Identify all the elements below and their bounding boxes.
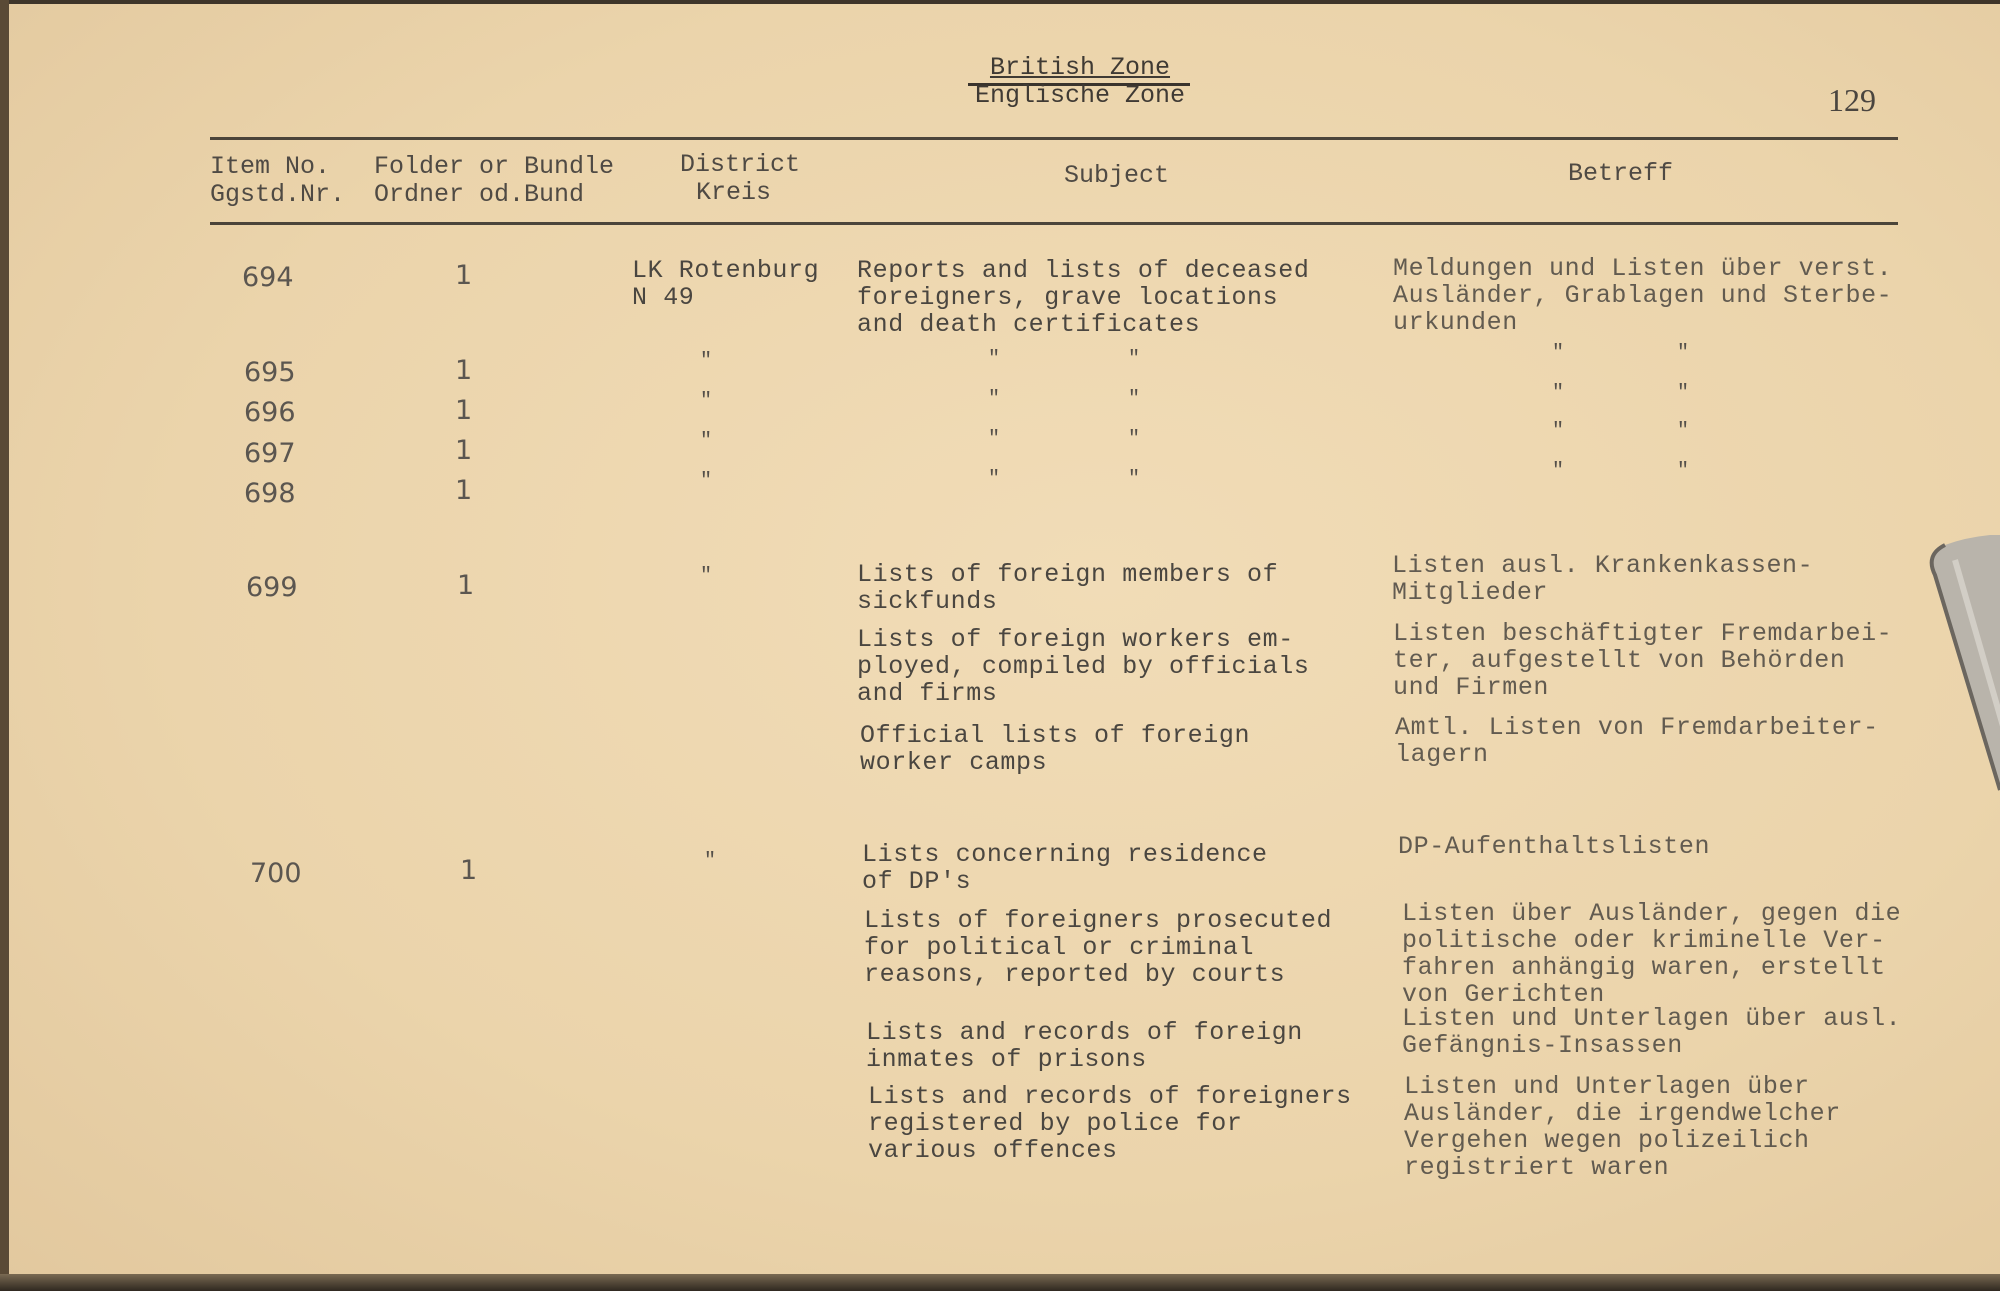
subject: Lists of foreigners prosecuted for political or criminal reasons, reported by courts bbox=[864, 906, 1333, 989]
betreff: DP-Aufenthaltslisten bbox=[1398, 832, 1711, 861]
item-number: 699 bbox=[246, 572, 298, 603]
col-item-en: Item No. bbox=[210, 152, 331, 181]
item-number: 694 bbox=[242, 262, 294, 293]
ditto-mark: " bbox=[988, 388, 1001, 411]
col-district-en: District bbox=[680, 150, 801, 179]
betreff: Meldungen und Listen über verst. Ausländer, Grablagen und Sterbe- urkunden bbox=[1393, 254, 1893, 337]
ditto-mark: " bbox=[700, 565, 713, 588]
ditto-mark: " bbox=[988, 348, 1001, 371]
item-number: 697 bbox=[244, 438, 296, 469]
subject: Lists concerning residence of DP's bbox=[862, 840, 1268, 896]
ditto-mark: " bbox=[1552, 420, 1565, 443]
col-folder-de: Ordner od.Bund bbox=[374, 180, 585, 209]
ditto-mark: " bbox=[1552, 382, 1565, 405]
header-top-rule bbox=[210, 137, 1898, 140]
page-bottom-edge bbox=[0, 1274, 2000, 1291]
item-number: 696 bbox=[244, 397, 296, 428]
folder-count: 1 bbox=[455, 435, 473, 466]
col-folder-en: Folder or Bundle bbox=[374, 152, 615, 181]
item-number: 695 bbox=[244, 357, 296, 388]
district: LK Rotenburg N 49 bbox=[632, 256, 820, 312]
ditto-mark: " bbox=[988, 428, 1001, 451]
item-number: 698 bbox=[244, 478, 296, 509]
betreff: Listen über Ausländer, gegen die politische oder kriminelle Ver- fahren anhängig waren, erstellt von Gerichten bbox=[1402, 899, 1902, 1009]
folder-count: 1 bbox=[455, 395, 473, 426]
ditto-mark: " bbox=[700, 390, 713, 413]
ditto-mark: " bbox=[1552, 460, 1565, 483]
title-german: Englische Zone bbox=[974, 81, 1186, 110]
folder-count: 1 bbox=[460, 855, 478, 886]
ditto-mark: " bbox=[700, 430, 713, 453]
ditto-mark: " bbox=[700, 470, 713, 493]
ditto-mark: " bbox=[1677, 420, 1690, 443]
ditto-mark: " bbox=[1128, 468, 1141, 491]
item-number: 700 bbox=[250, 858, 302, 889]
ditto-mark: " bbox=[988, 468, 1001, 491]
col-betreff: Betreff bbox=[1568, 159, 1674, 188]
folder-count: 1 bbox=[455, 475, 473, 506]
ditto-mark: " bbox=[704, 850, 717, 873]
ditto-mark: " bbox=[1128, 388, 1141, 411]
ditto-mark: " bbox=[1552, 342, 1565, 365]
ditto-mark: " bbox=[700, 350, 713, 373]
ditto-mark: " bbox=[1677, 460, 1690, 483]
ditto-mark: " bbox=[1677, 342, 1690, 365]
subject: Reports and lists of deceased foreigners, grave locations and death certificates bbox=[857, 256, 1310, 339]
betreff: Listen beschäftigter Fremdarbei- ter, aufgestellt von Behörden und Firmen bbox=[1393, 619, 1893, 702]
col-subject: Subject bbox=[1064, 161, 1170, 190]
betreff: Listen und Unterlagen über ausl. Gefängnis-Insassen bbox=[1402, 1004, 1902, 1060]
betreff: Amtl. Listen von Fremdarbeiter- lagern bbox=[1395, 713, 1879, 769]
col-item-de: Ggstd.Nr. bbox=[210, 180, 346, 209]
betreff: Listen ausl. Krankenkassen- Mitglieder bbox=[1392, 551, 1814, 607]
header-bottom-rule bbox=[210, 222, 1898, 225]
folder-count: 1 bbox=[455, 355, 473, 386]
page-top-edge bbox=[0, 0, 2000, 4]
ditto-mark: " bbox=[1128, 348, 1141, 371]
folder-count: 1 bbox=[457, 570, 475, 601]
subject: Lists of foreign workers em- ployed, compiled by officials and firms bbox=[857, 625, 1310, 708]
page-number: 129 bbox=[1828, 82, 1876, 118]
subject: Lists and records of foreigners registered by police for various offences bbox=[868, 1082, 1352, 1165]
folder-count: 1 bbox=[455, 260, 473, 291]
col-district-de: Kreis bbox=[696, 178, 772, 207]
metal-clip-icon bbox=[1925, 535, 2000, 795]
subject: Official lists of foreign worker camps bbox=[860, 721, 1251, 777]
ditto-mark: " bbox=[1677, 382, 1690, 405]
betreff: Listen und Unterlagen über Ausländer, die irgendwelcher Vergehen wegen polizeilich registriert waren bbox=[1404, 1072, 1841, 1182]
subject: Lists of foreign members of sickfunds bbox=[857, 560, 1279, 616]
title-english: British Zone bbox=[989, 53, 1171, 82]
page-left-edge bbox=[0, 0, 9, 1291]
subject: Lists and records of foreign inmates of prisons bbox=[866, 1018, 1303, 1074]
ditto-mark: " bbox=[1128, 428, 1141, 451]
